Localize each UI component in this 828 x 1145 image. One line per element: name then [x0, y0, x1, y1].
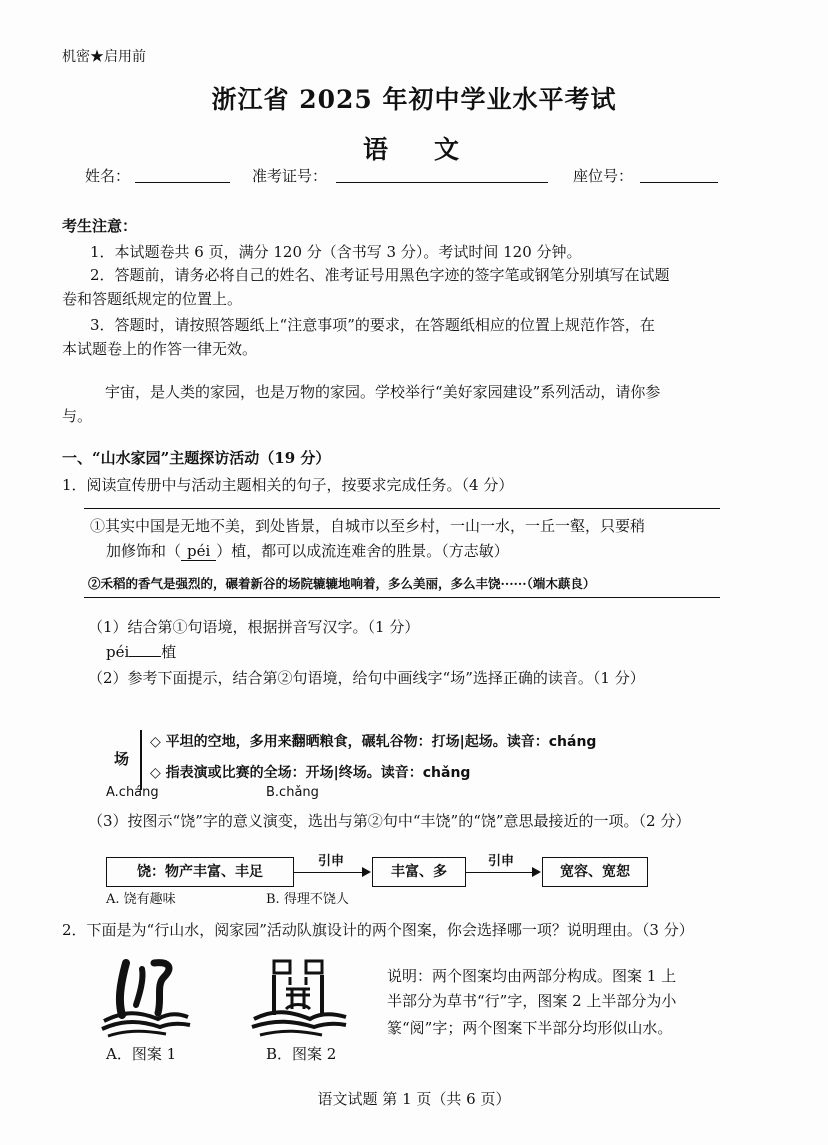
name-blank[interactable]: [135, 182, 230, 183]
confidential-mark: 机密★启用前: [62, 49, 146, 65]
pattern-1-image[interactable]: [96, 955, 196, 1039]
flow-arrowhead-1: [362, 867, 371, 877]
pattern-note-2: 半部分为草书“行”字，图案 2 上半部分为小: [387, 992, 677, 1010]
seat-number-blank[interactable]: [640, 182, 718, 183]
exam-title: 浙江省 2025 年初中学业水平考试: [211, 85, 617, 114]
seat-number-label: 座位号：: [573, 167, 634, 185]
sentence-1: ①其实中国是无地不美，到处皆景，自城市以至乡村，一山一水，一丘一壑，只要稍: [90, 517, 646, 535]
option-a[interactable]: A.cháng: [106, 785, 159, 800]
flow-box-middle: 丰富、多: [372, 857, 466, 887]
pattern-2-image[interactable]: [250, 955, 350, 1039]
notice-item-1: 1．本试题卷共 6 页，满分 120 分（含书写 3 分）。考试时间 120 分钟。: [90, 243, 582, 261]
flow-arrow-2: [466, 872, 532, 873]
notice-item-2-cont: 卷和答题纸规定的位置上。: [62, 290, 243, 308]
definition-1: ◇ 平坦的空地，多用来翻晒粮食，碾轧谷物：打场|起场。读音：cháng: [150, 734, 597, 750]
flow-label-2: 引申: [488, 854, 515, 869]
subquestion-2-stem: （2）参考下面提示，结合第②句语境，给句中画线字“场”选择正确的读音。（1 分）: [88, 669, 645, 687]
pattern-1-label[interactable]: A．图案 1: [106, 1045, 177, 1063]
pattern-2-label[interactable]: B．图案 2: [266, 1045, 337, 1063]
name-label: 姓名：: [85, 167, 131, 185]
definition-brace: [140, 730, 150, 790]
flow-label-1: 引申: [318, 854, 345, 869]
intro-text: 宇宙，是人类的家园，也是万物的家园。学校举行“美好家园建设”系列活动，请你参: [105, 383, 661, 401]
flow-box-end: 宽容、宽恕: [542, 857, 648, 887]
flow-arrow-1: [294, 872, 362, 873]
notice-item-2: 2．答题前，请务必将自己的姓名、准考证号用黑色字迹的签字笔或钢笔分别填写在试题: [90, 266, 670, 284]
intro-text-cont: 与。: [62, 407, 93, 425]
notice-heading: 考生注意：: [62, 217, 138, 235]
chang-character: 场: [114, 750, 130, 768]
exam-number-label: 准考证号：: [252, 167, 328, 185]
sentence-1-cont: [106, 539, 509, 563]
flow-option-a[interactable]: A. 饶有趣味: [106, 892, 176, 907]
flow-box-origin: 饶：物产丰富、丰足: [106, 857, 294, 887]
pattern-note-3: 篆“阅”字；两个图案下半部分均形似山水。: [387, 1019, 673, 1037]
subquestion-1-stem: （1）结合第①句语境，根据拼音写汉字。（1 分）: [88, 618, 420, 636]
flow-option-b[interactable]: B. 得理不饶人: [266, 892, 349, 907]
subquestion-1-answer-line: [106, 640, 176, 664]
section-heading: 一、“山水家园”主题探访活动（19 分）: [62, 449, 331, 467]
pinyin-pei: péi: [106, 643, 130, 661]
flow-arrowhead-2: [532, 867, 541, 877]
pattern-note-1: 说明：两个图案均由两部分构成。图案 1 上: [387, 967, 677, 985]
option-b[interactable]: B.chǎng: [266, 785, 319, 800]
definition-2: ◇ 指表演或比赛的全场：开场|终场。读音：chǎng: [150, 765, 471, 781]
question-2-stem: 2．下面是为“行山水，阅家园”活动队旗设计的两个图案，你会选择哪一项？说明理由。（3 分）: [62, 921, 694, 939]
char-zhi: 植: [161, 643, 177, 661]
sentence-2: ②禾稻的香气是强烈的，碾着新谷的场院辘辘地响着，多么美丽，多么丰饶······（端木蕻良）: [88, 576, 596, 591]
sentence-1-post: ）植，都可以成流连难舍的胜景。（方志敏）: [216, 542, 509, 560]
subject-title: 语文: [362, 135, 505, 164]
sentence-1-pre: 加修饰和（: [106, 542, 182, 560]
answer-blank[interactable]: [129, 642, 161, 657]
exam-number-blank[interactable]: [336, 182, 548, 183]
notice-item-3-cont: 本试题卷上的作答一律无效。: [62, 340, 258, 358]
question-1-stem: 1．阅读宣传册中与活动主题相关的句子，按要求完成任务。（4 分）: [62, 476, 514, 494]
pinyin-blank-pei: péi: [181, 542, 216, 561]
notice-item-3: 3．答题时，请按照答题纸上“注意事项”的要求，在答题纸相应的位置上规范作答，在: [90, 316, 655, 334]
subquestion-3-stem: （3）按图示“饶”字的意义演变，选出与第②句中“丰饶”的“饶”意思最接近的一项。（2 分）: [88, 812, 691, 830]
page-footer: 语文试题 第 1 页（共 6 页）: [317, 1090, 511, 1108]
